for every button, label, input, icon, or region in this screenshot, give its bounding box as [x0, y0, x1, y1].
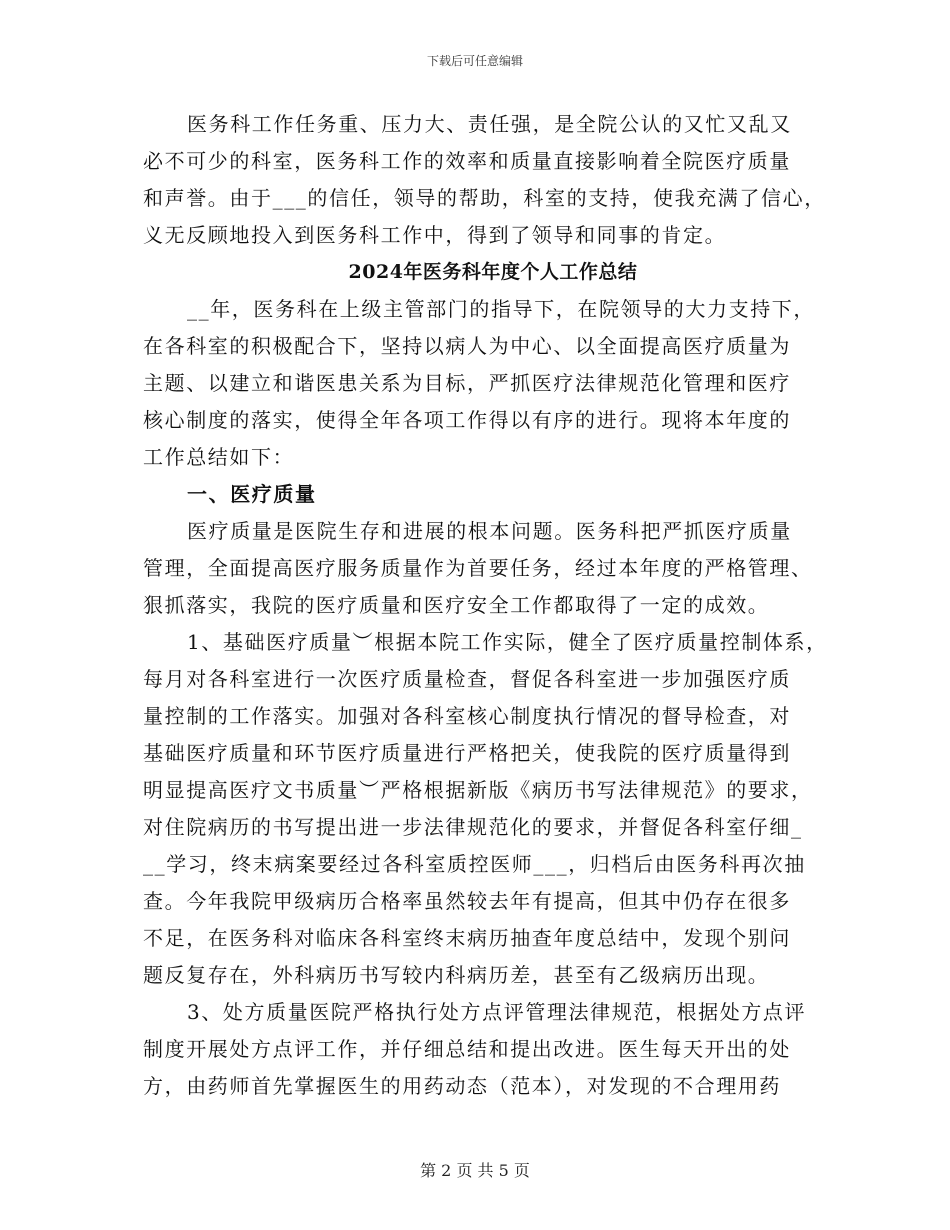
paragraph-line: 管理，全面提高医疗服务质量作为首要任务，经过本年度的严格管理、 [143, 556, 813, 580]
paragraph-line: 在各科室的积极配合下，坚持以病人为中心、以全面提高医疗质量为 [143, 334, 791, 358]
paragraph-line: 工作总结如下： [143, 445, 295, 469]
paragraph-line: 义无反顾地投入到医务科工作中，得到了领导和同事的肯定。 [143, 223, 727, 247]
paragraph-line: __学习，终末病案要经过各科室质控医师___，归档后由医务科再次抽 [143, 852, 806, 876]
paragraph-line: 对住院病历的书写提出进一步法律规范化的要求，并督促各科室仔细_ [143, 815, 803, 839]
paragraph-line: 狠抓落实，我院的医疗质量和医疗安全工作都取得了一定的成效。 [143, 593, 770, 617]
paragraph-line: 医疗质量是医院生存和进展的根本问题。医务科把严抓医疗质量 [187, 519, 792, 543]
paragraph-line: 方，由药师首先掌握医生的用药动态（范本），对发现的不合理用药 [143, 1074, 781, 1098]
document-body [143, 106, 828, 1105]
page-header-note: 下载后可任意编辑 [426, 54, 523, 68]
paragraph-line: 明显提高医疗文书质量︶严格根据新版《病历书写法律规范》的要求， [143, 778, 813, 802]
paragraph-line: 核心制度的落实，使得全年各项工作得以有序的进行。现将本年度的 [143, 408, 791, 432]
paragraph-line: 1、基础医疗质量︶根据本院工作实际，健全了医疗质量控制体系， [187, 630, 828, 654]
page-number: 第 2 页 共 5 页 [420, 1161, 530, 1180]
paragraph-line: 不足，在医务科对临床各科室终末病历抽查年度总结中，发现个别问 [143, 926, 791, 950]
paragraph-line: __年，医务科在上级主管部门的指导下，在院领导的大力支持下， [187, 297, 815, 321]
document-title: 2024年医务科年度个人工作总结 [348, 261, 638, 283]
paragraph-line: 查。今年我院甲级病历合格率虽然较去年有提高，但其中仍存在很多 [143, 889, 791, 913]
paragraph-line: 题反复存在，外科病历书写较内科病历差，甚至有乙级病历出现。 [143, 963, 770, 987]
paragraph-line: 基础医疗质量和环节医疗质量进行严格把关，使我院的医疗质量得到 [143, 741, 791, 765]
paragraph-line: 必不可少的科室，医务科工作的效率和质量直接影响着全院医疗质量 [143, 149, 791, 173]
paragraph-line: 3、处方质量医院严格执行处方点评管理法律规范，根据处方点评 [187, 1000, 807, 1024]
paragraph-line: 医务科工作任务重、压力大、责任强，是全院公认的又忙又乱又 [187, 112, 792, 136]
paragraph-line: 制度开展处方点评工作，并仔细总结和提出改进。医生每天开出的处 [143, 1037, 791, 1061]
section-heading: 一、医疗质量 [187, 482, 317, 506]
paragraph-line: 和声誉。由于___的信任，领导的帮助，科室的支持，使我充满了信心， [143, 186, 826, 210]
paragraph-line: 每月对各科室进行一次医疗质量检查，督促各科室进一步加强医疗质 [143, 667, 791, 691]
paragraph-line: 主题、以建立和谐医患关系为目标，严抓医疗法律规范化管理和医疗 [143, 371, 791, 395]
paragraph-line: 量控制的工作落实。加强对各科室核心制度执行情况的督导检查，对 [143, 704, 791, 728]
